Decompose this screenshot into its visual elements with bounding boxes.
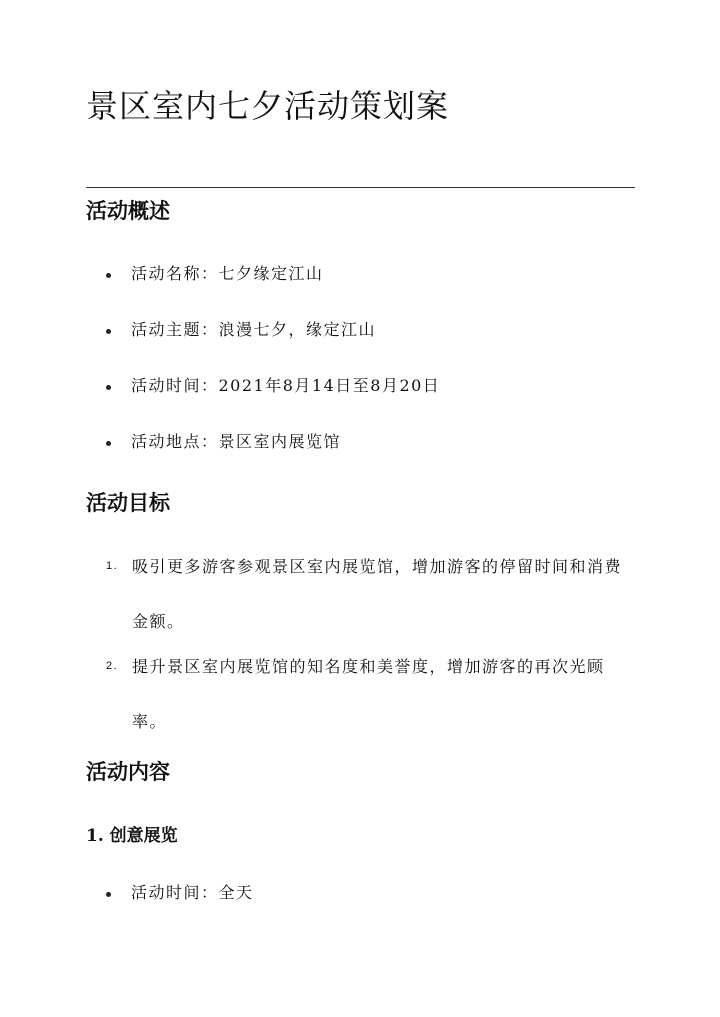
section-heading-content: 活动内容 [86,759,170,784]
overview-item-name [106,261,324,287]
goal-item-text: 吸引更多游客参观景区室内展览馆，增加游客的停留时间和消费金额。 [132,557,623,631]
document-title: 景区室内七夕活动策划案 [86,87,450,125]
overview-item-time [106,373,440,399]
bullet-icon [106,441,111,446]
overview-item-text: 活动时间：2021年8月14日至8月20日 [131,376,441,395]
list-number: 1. [106,560,119,572]
bullet-icon [106,385,111,390]
overview-item-text: 活动名称：七夕缘定江山 [131,264,324,283]
bullet-icon [106,892,111,897]
overview-item-text: 活动地点：景区室内展览馆 [131,432,342,451]
bullet-icon [106,329,111,334]
section-heading-goals: 活动目标 [86,490,170,515]
title-divider [86,187,635,188]
exhibition-item-text: 活动时间：全天 [131,883,254,902]
goal-item-1 [106,539,626,649]
overview-item-location [106,429,341,455]
goal-item-2 [106,639,626,749]
subsection-heading-exhibition: 1. 创意展览 [86,826,178,846]
list-number: 2. [106,660,119,672]
overview-item-text: 活动主题：浪漫七夕，缘定江山 [131,320,377,339]
bullet-icon [106,273,111,278]
goal-item-text: 提升景区室内展览馆的知名度和美誉度，增加游客的再次光顾率。 [132,657,605,731]
section-heading-overview: 活动概述 [86,198,170,223]
exhibition-item-time [106,880,254,906]
overview-item-theme [106,317,376,343]
